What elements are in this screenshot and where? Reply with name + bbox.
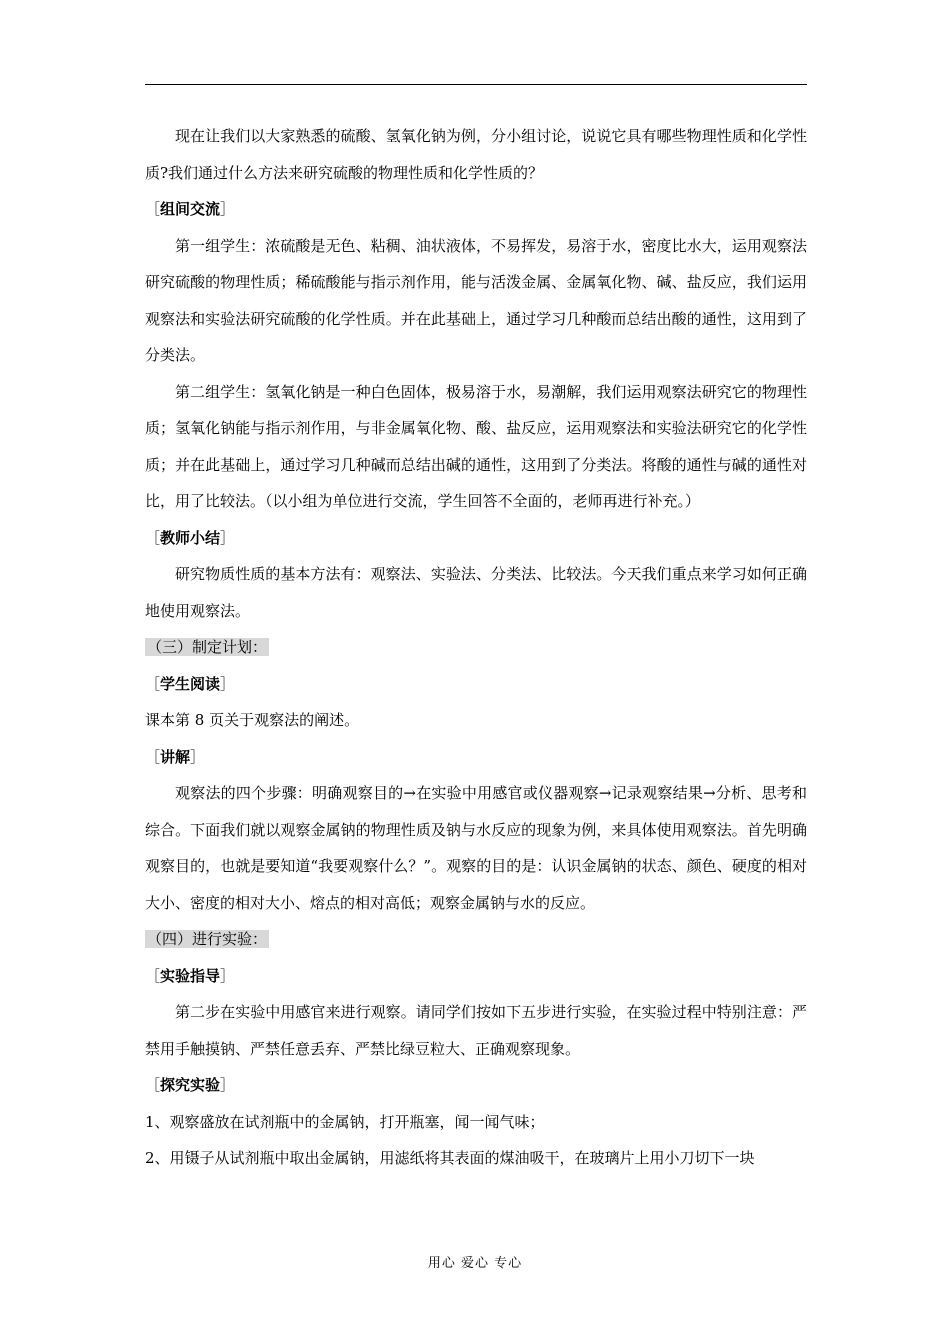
section-heading-teacher-summary: ［教师小结］ bbox=[145, 528, 236, 547]
heading-text: 实验指导 bbox=[160, 966, 221, 985]
highlighted-step-label: （三）制定计划： bbox=[147, 638, 268, 656]
section-step-three bbox=[145, 629, 807, 666]
section-heading-inquiry-experiment: ［探究实验］ bbox=[145, 1076, 236, 1094]
section-step-four bbox=[145, 921, 807, 958]
heading-text: 教师小结 bbox=[160, 528, 221, 547]
header-rule bbox=[145, 84, 807, 85]
paragraph-observation-method: 观察法的四个步骤：明确观察目的→在实验中用感官或仪器观察→记录观察结果→分析、思考和综合。下面我们就以观察金属钠的物理性质及钠与水反应的现象为例，来具体使用观察法。首先明确观察目的，也就是要知道“我要观察什么？”。观察的目的是：认识金属钠的状态、颜色、硬度的相对大小、密度的相对大小、熔点的相对高低；观察金属钠与水的反应。 bbox=[145, 784, 807, 912]
heading-text: 组间交流 bbox=[160, 200, 221, 218]
page-footer: 用心 爱心 专心 bbox=[427, 1256, 523, 1271]
list-item-step-1: 1、观察盛放在试剂瓶中的金属钠，打开瓶塞，闻一闻气味； bbox=[145, 1112, 545, 1131]
heading-text: 探究实验 bbox=[160, 1076, 221, 1094]
paragraph-summary: 研究物质性质的基本方法有：观察法、实验法、分类法、比较法。今天我们重点来学习如何正确地使用观察法。 bbox=[145, 565, 807, 620]
paragraph-experiment-guide: 第二步在实验中用感官来进行观察。请同学们按如下五步进行实验，在实验过程中特别注意：严禁用手触摸钠、严禁任意丢弃、严禁比绿豆粒大、正确观察现象。 bbox=[145, 1003, 807, 1058]
paragraph-intro: 现在让我们以大家熟悉的硫酸、氢氧化钠为例，分小组讨论，说说它具有哪些物理性质和化学性质?我们通过什么方法来研究硫酸的物理性质和化学性质的？ bbox=[145, 127, 807, 182]
paragraph-reading: 课本第 8 页关于观察法的阐述。 bbox=[145, 711, 360, 729]
heading-text: 讲解 bbox=[160, 747, 191, 766]
document-body bbox=[145, 118, 807, 1177]
paragraph-group-one: 第一组学生：浓硫酸是无色、粘稠、油状液体，不易挥发，易溶于水，密度比水大，运用观察法研究硫酸的物理性质；稀硫酸能与指示剂作用，能与活泼金属、金属氧化物、碱、盐反应，我们运用观察法和实验法研究硫酸的化学性质。并在此基础上，通过学习几种酸而总结出酸的通性，这用到了分类法。 bbox=[145, 236, 807, 364]
section-heading-student-reading: ［学生阅读］ bbox=[145, 674, 236, 693]
heading-text: 学生阅读 bbox=[160, 674, 221, 693]
paragraph-group-two: 第二组学生：氢氧化钠是一种白色固体，极易溶于水，易潮解，我们运用观察法研究它的物理性质；氢氧化钠能与指示剂作用，与非金属氧化物、酸、盐反应，运用观察法和实验法研究它的化学性质；并在此基础上，通过学习几种碱而总结出碱的通性，这用到了分类法。将酸的通性与碱的通性对比，用了比较法。（以小组为单位进行交流，学生回答不全面的，老师再进行补充。） bbox=[145, 382, 807, 510]
highlighted-step-label: （四）进行实验： bbox=[147, 930, 268, 948]
section-heading-explanation: ［讲解］ bbox=[145, 747, 206, 766]
list-item-step-2: 2、用镊子从试剂瓶中取出金属钠，用滤纸将其表面的煤油吸干，在玻璃片上用小刀切下一块 bbox=[145, 1149, 755, 1167]
section-heading-group-exchange: ［组间交流］ bbox=[145, 200, 236, 218]
section-heading-experiment-guide: ［实验指导］ bbox=[145, 966, 236, 985]
